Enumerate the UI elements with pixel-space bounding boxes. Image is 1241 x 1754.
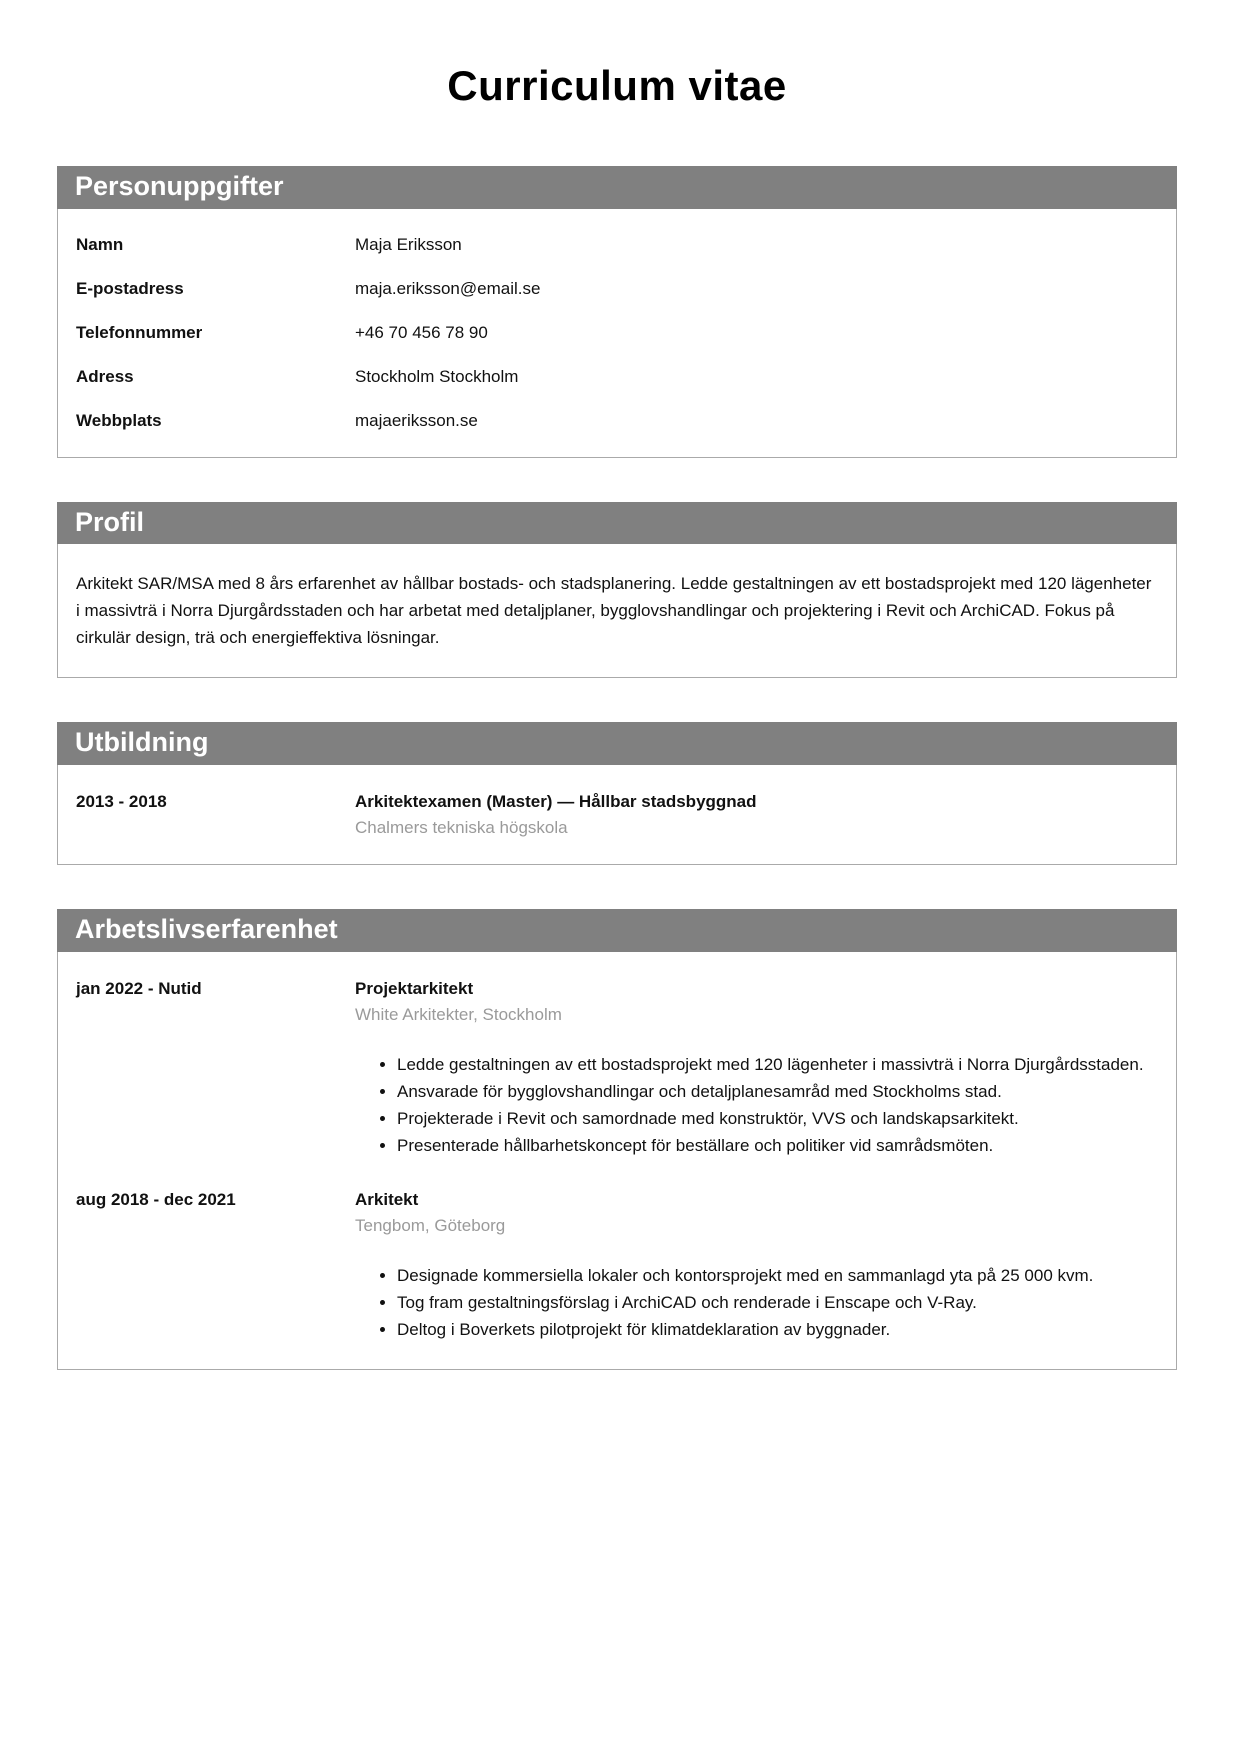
experience-bullet-list bbox=[355, 1051, 1158, 1159]
info-value-website: majaeriksson.se bbox=[355, 410, 478, 430]
experience-bullet: • Deltog i Boverkets pilotprojekt för klimatdeklaration av byggnader. bbox=[397, 1316, 1158, 1343]
section-body-education bbox=[57, 765, 1177, 865]
education-entry-main bbox=[355, 791, 1158, 838]
section-body-experience bbox=[57, 952, 1177, 1370]
experience-bullet: • Ledde gestaltningen av ett bostadsprojekt med 120 lägenheter i massivträ i Norra Djurgårdsstaden. bbox=[397, 1051, 1158, 1078]
experience-company: White Arkitekter, Stockholm bbox=[355, 1004, 562, 1024]
section-experience bbox=[57, 909, 1177, 1370]
experience-period: jan 2022 - Nutid bbox=[76, 978, 202, 998]
section-education bbox=[57, 722, 1177, 865]
section-profile bbox=[57, 502, 1177, 679]
info-value-address: Stockholm Stockholm bbox=[355, 366, 519, 386]
education-period: 2013 - 2018 bbox=[76, 792, 167, 812]
experience-bullet: • Designade kommersiella lokaler och kontorsprojekt med en sammanlagd yta på 25 000 kvm. bbox=[397, 1262, 1158, 1289]
education-degree: Arkitektexamen (Master) — Hållbar stadsbyggnad bbox=[355, 792, 757, 812]
experience-entry bbox=[76, 1189, 1158, 1343]
education-entry bbox=[76, 791, 1158, 838]
personal-info-grid bbox=[76, 235, 1158, 431]
experience-role: Projektarkitekt bbox=[355, 978, 474, 998]
info-value-name: Maja Eriksson bbox=[355, 234, 462, 254]
info-label-website: Webbplats bbox=[76, 410, 162, 430]
section-heading-education: Utbildning bbox=[57, 722, 1177, 765]
experience-bullet: • Ansvarade för bygglovshandlingar och detaljplanesamråd med Stockholms stad. bbox=[397, 1078, 1158, 1105]
experience-company: Tengbom, Göteborg bbox=[355, 1215, 506, 1235]
section-personal bbox=[57, 166, 1177, 458]
experience-bullet: • Tog fram gestaltningsförslag i ArchiCAD och renderade i Enscape och V-Ray. bbox=[397, 1289, 1158, 1316]
experience-bullet-list bbox=[355, 1262, 1158, 1343]
page-title: Curriculum vitae bbox=[447, 62, 787, 109]
section-heading-experience: Arbetslivserfarenhet bbox=[57, 909, 1177, 952]
experience-entry bbox=[76, 978, 1158, 1159]
experience-bullet: • Presenterade hållbarhetskoncept för beställare och politiker vid samrådsmöten. bbox=[397, 1132, 1158, 1159]
info-value-phone: +46 70 456 78 90 bbox=[355, 322, 488, 342]
profile-text: Arkitekt SAR/MSA med 8 års erfarenhet av hållbar bostads- och stadsplanering. Ledde gestaltningen av ett bostadsprojekt med 120 lägenheter i massivträ i Norra Djurgårdsstaden och har arbetat med detaljplaner, bygglovshandlingar och projektering i Revit och ArchiCAD. Fokus på cirkulär design, trä och energieffektiva lösningar. bbox=[76, 574, 1152, 648]
experience-period: aug 2018 - dec 2021 bbox=[76, 1189, 236, 1209]
experience-entry-main bbox=[355, 978, 1158, 1159]
section-heading-profile: Profil bbox=[57, 502, 1177, 545]
info-label-phone: Telefonnummer bbox=[76, 322, 203, 342]
info-label-address: Adress bbox=[76, 366, 134, 386]
section-body-personal bbox=[57, 209, 1177, 458]
experience-bullet: • Projekterade i Revit och samordnade med konstruktör, VVS och landskapsarkitekt. bbox=[397, 1105, 1158, 1132]
education-school: Chalmers tekniska högskola bbox=[355, 818, 568, 838]
info-label-name: Namn bbox=[76, 234, 124, 254]
experience-role: Arkitekt bbox=[355, 1189, 419, 1209]
info-value-email: maja.eriksson@email.se bbox=[355, 278, 541, 298]
experience-entry-main bbox=[355, 1189, 1158, 1343]
section-heading-personal: Personuppgifter bbox=[57, 166, 1177, 209]
section-body-profile bbox=[57, 544, 1177, 678]
info-label-email: E-postadress bbox=[76, 278, 184, 298]
